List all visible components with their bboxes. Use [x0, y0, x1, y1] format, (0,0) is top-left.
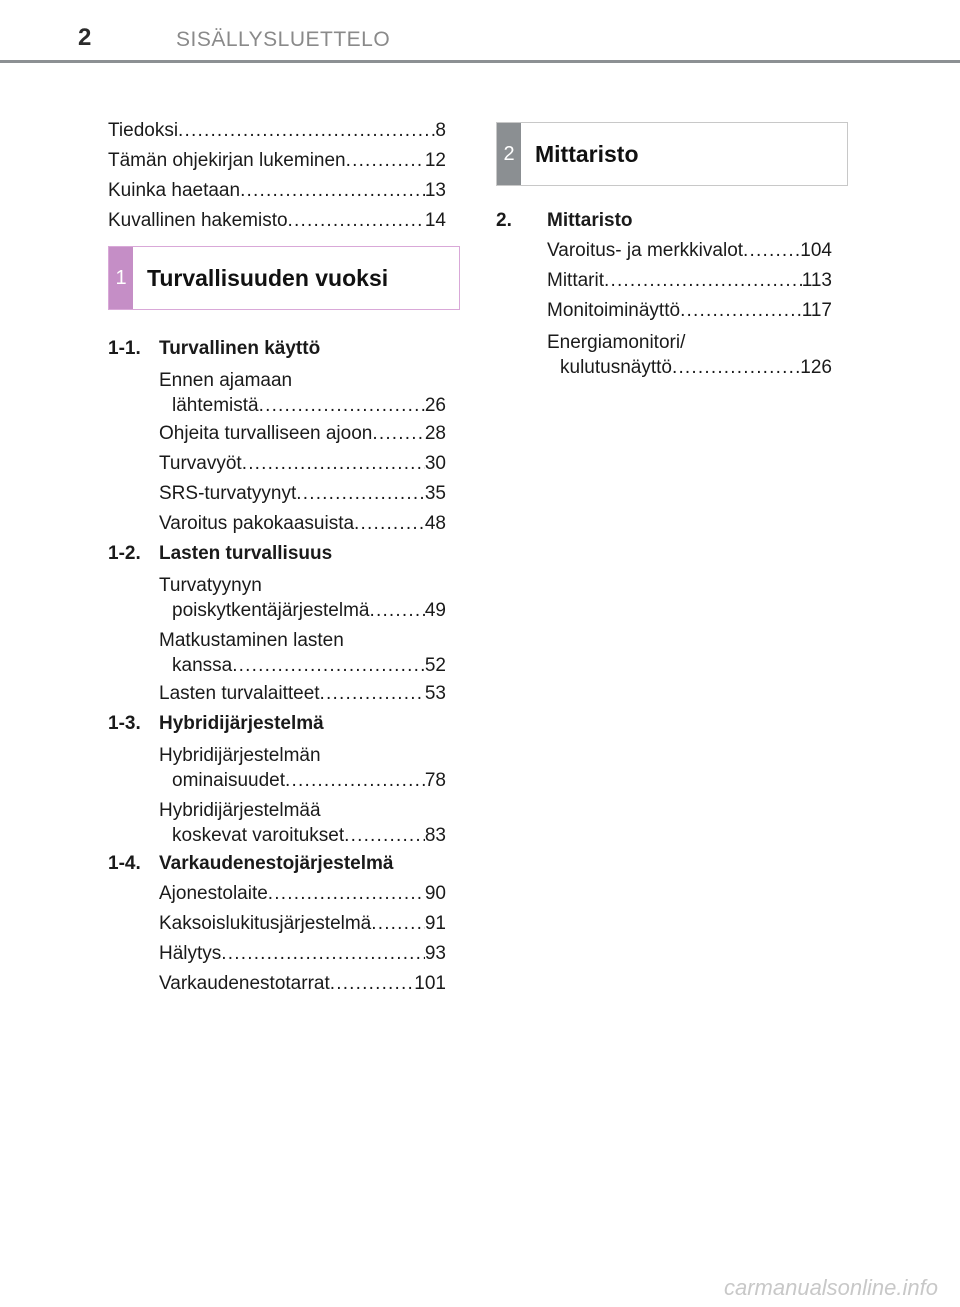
toc-entry[interactable]: Hybridijärjestelmää koskevat varoitukset ..... 83	[159, 794, 446, 849]
toc-right-column	[496, 206, 832, 381]
toc-entry[interactable]: Hybridijärjestelmän ominaisuudet ..... 78	[159, 739, 446, 794]
header-rule	[0, 60, 960, 63]
toc-entry[interactable]: Ohjeita turvalliseen ajoon ..... 28	[159, 419, 446, 449]
toc-entry[interactable]: Kuinka haetaan ..... 13	[108, 176, 446, 206]
section-heading[interactable]: 1-2. Lasten turvallisuus	[108, 543, 333, 564]
page-header-title: SISÄLLYSLUETTELO	[176, 28, 391, 51]
toc-entry[interactable]: Varoitus pakokaasuista ..... 48	[159, 509, 446, 539]
toc-entry[interactable]: Turvavyöt ..... 30	[159, 449, 446, 479]
chapter-2-tab: 2	[497, 123, 521, 185]
chapter-2-header[interactable]	[496, 122, 848, 186]
toc-entry[interactable]: Monitoiminäyttö ..... 117	[547, 296, 832, 326]
toc-entry[interactable]: Tämän ohjekirjan lukeminen ..... 12	[108, 146, 446, 176]
toc-entry[interactable]: Tiedoksi ..... 8	[108, 116, 446, 146]
watermark: carmanualsonline.info	[723, 1275, 938, 1300]
toc-entry[interactable]: Ennen ajamaan lähtemistä ..... 26	[159, 364, 446, 419]
toc-entry[interactable]: SRS-turvatyynyt ..... 35	[159, 479, 446, 509]
toc-entry[interactable]: Turvatyynyn poiskytkentäjärjestelmä ..... 49	[159, 569, 446, 624]
toc-entry[interactable]: Matkustaminen lasten kanssa ..... 52	[159, 624, 446, 679]
toc-entry[interactable]: Varoitus- ja merkkivalot ..... 104	[547, 236, 832, 266]
chapter-1-header[interactable]	[108, 246, 460, 310]
section-heading[interactable]: 1-3. Hybridijärjestelmä	[108, 713, 324, 734]
toc-entry[interactable]: Ajonestolaite ..... 90	[159, 879, 446, 909]
toc-entry[interactable]: Lasten turvalaitteet ..... 53	[159, 679, 446, 709]
section-heading[interactable]: 2. Mittaristo	[496, 210, 633, 231]
toc-entry[interactable]: Energiamonitori/ kulutusnäyttö ..... 126	[547, 326, 832, 381]
page-number: 2	[78, 24, 92, 51]
chapter-2-title: Mittaristo	[535, 140, 639, 167]
chapter-1-title: Turvallisuuden vuoksi	[147, 264, 389, 291]
toc-entry[interactable]: Mittarit ..... 113	[547, 266, 832, 296]
section-heading[interactable]: 1-4. Varkaudenestojärjestelmä	[108, 853, 394, 874]
section-heading[interactable]: 1-1. Turvallinen käyttö	[108, 338, 321, 359]
toc-entry[interactable]: Hälytys ..... 93	[159, 939, 446, 969]
chapter-1-tab: 1	[109, 247, 133, 309]
toc-entry[interactable]: Kuvallinen hakemisto ..... 14	[108, 206, 446, 236]
toc-entry[interactable]: Varkaudenestotarrat ..... 101	[159, 969, 446, 999]
toc-entry[interactable]: Kaksoislukitusjärjestelmä ..... 91	[159, 909, 446, 939]
